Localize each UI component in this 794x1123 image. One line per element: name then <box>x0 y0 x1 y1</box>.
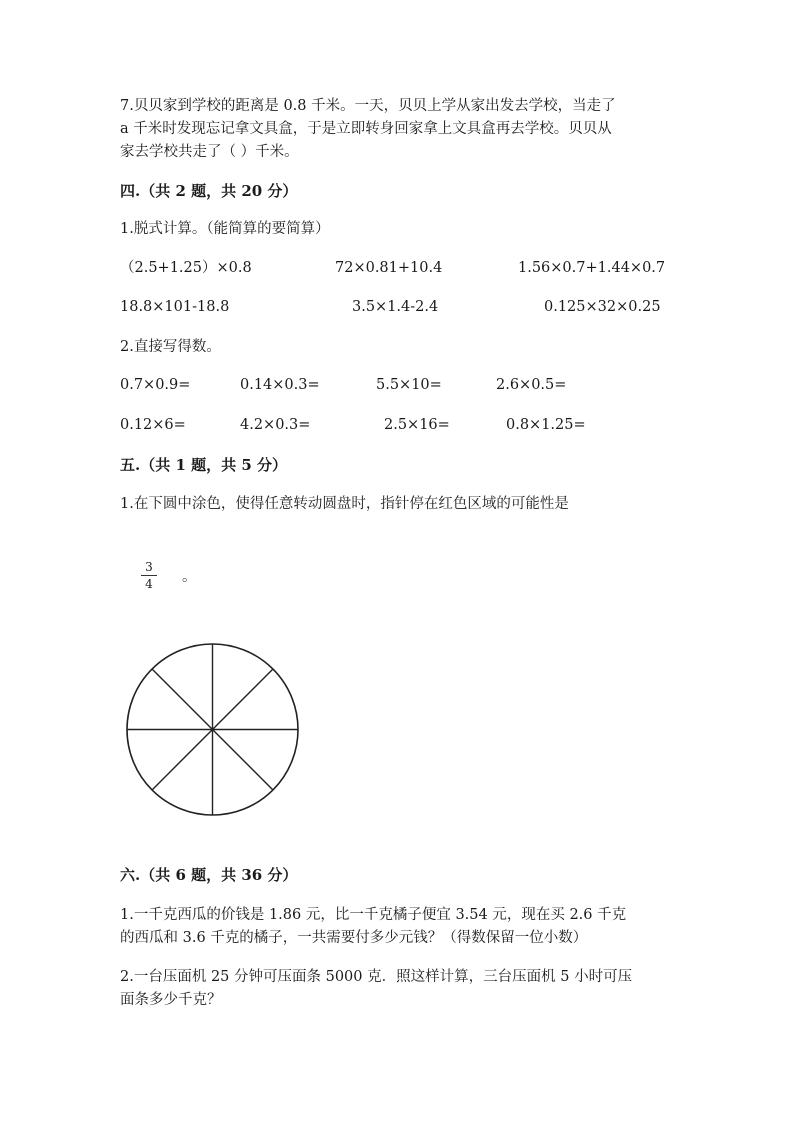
s4-q2-title: 2.直接写得数。 <box>120 339 221 355</box>
s6-q2-line-2: 面条多少千克？ <box>120 992 222 1008</box>
s5-q1-title: 1.在下圆中涂色，使得任意转动圆盘时，指针停在红色区域的可能性是 <box>120 496 569 512</box>
section-5-title: 五.（共 1 题，共 5 分） <box>120 456 287 474</box>
section-6-title: 六.（共 6 题，共 36 分） <box>120 866 298 884</box>
oral-calc-item: 0.12×6= <box>120 417 186 433</box>
oral-calc-item: 0.14×0.3= <box>240 377 320 393</box>
q7-line-3: 家去学校共走了（ ）千米。 <box>120 144 299 160</box>
calc-expression: 18.8×101-18.8 <box>120 299 230 315</box>
q7-line-2: a 千米时发现忘记拿文具盒，于是立即转身回家拿上文具盒再去学校。贝贝从 <box>120 121 612 137</box>
oral-calc-item: 2.6×0.5= <box>496 377 567 393</box>
fraction-denominator: 4 <box>145 577 153 591</box>
oral-calc-item: 0.8×1.25= <box>506 417 586 433</box>
calc-expression: 0.125×32×0.25 <box>544 299 661 315</box>
calc-expression: 72×0.81+10.4 <box>335 260 443 276</box>
s6-q2-line-1: 2.一台压面机 25 分钟可压面条 5000 克．照这样计算，三台压面机 5 小时可压 <box>120 969 633 985</box>
calc-expression: （2.5+1.25）×0.8 <box>120 260 252 276</box>
s6-q1-line-2: 的西瓜和 3.6 千克的橘子，一共需要付多少元钱？（得数保留一位小数） <box>120 930 588 946</box>
spinner-circle[interactable] <box>120 640 306 820</box>
oral-calc-item: 2.5×16= <box>384 417 450 433</box>
oral-calc-item: 5.5×10= <box>376 377 442 393</box>
fraction-bar <box>141 575 157 576</box>
s4-q1-title: 1.脱式计算。（能简算的要简算） <box>120 221 330 237</box>
oral-calc-item: 0.7×0.9= <box>120 377 191 393</box>
q7-line-1: 7.贝贝家到学校的距离是 0.8 千米。一天，贝贝上学从家出发去学校，当走了 <box>120 98 616 114</box>
fraction <box>141 560 157 591</box>
fraction-numerator: 3 <box>145 560 153 574</box>
calc-expression: 1.56×0.7+1.44×0.7 <box>518 260 666 276</box>
oral-calc-item: 4.2×0.3= <box>240 417 311 433</box>
section-4-title: 四.（共 2 题，共 20 分） <box>120 182 298 200</box>
fraction-suffix: 。 <box>182 569 197 585</box>
s6-q1-line-1: 1.一千克西瓜的价钱是 1.86 元，比一千克橘子便宜 3.54 元，现在买 2.6 千克 <box>120 907 627 923</box>
calc-expression: 3.5×1.4-2.4 <box>352 299 439 315</box>
